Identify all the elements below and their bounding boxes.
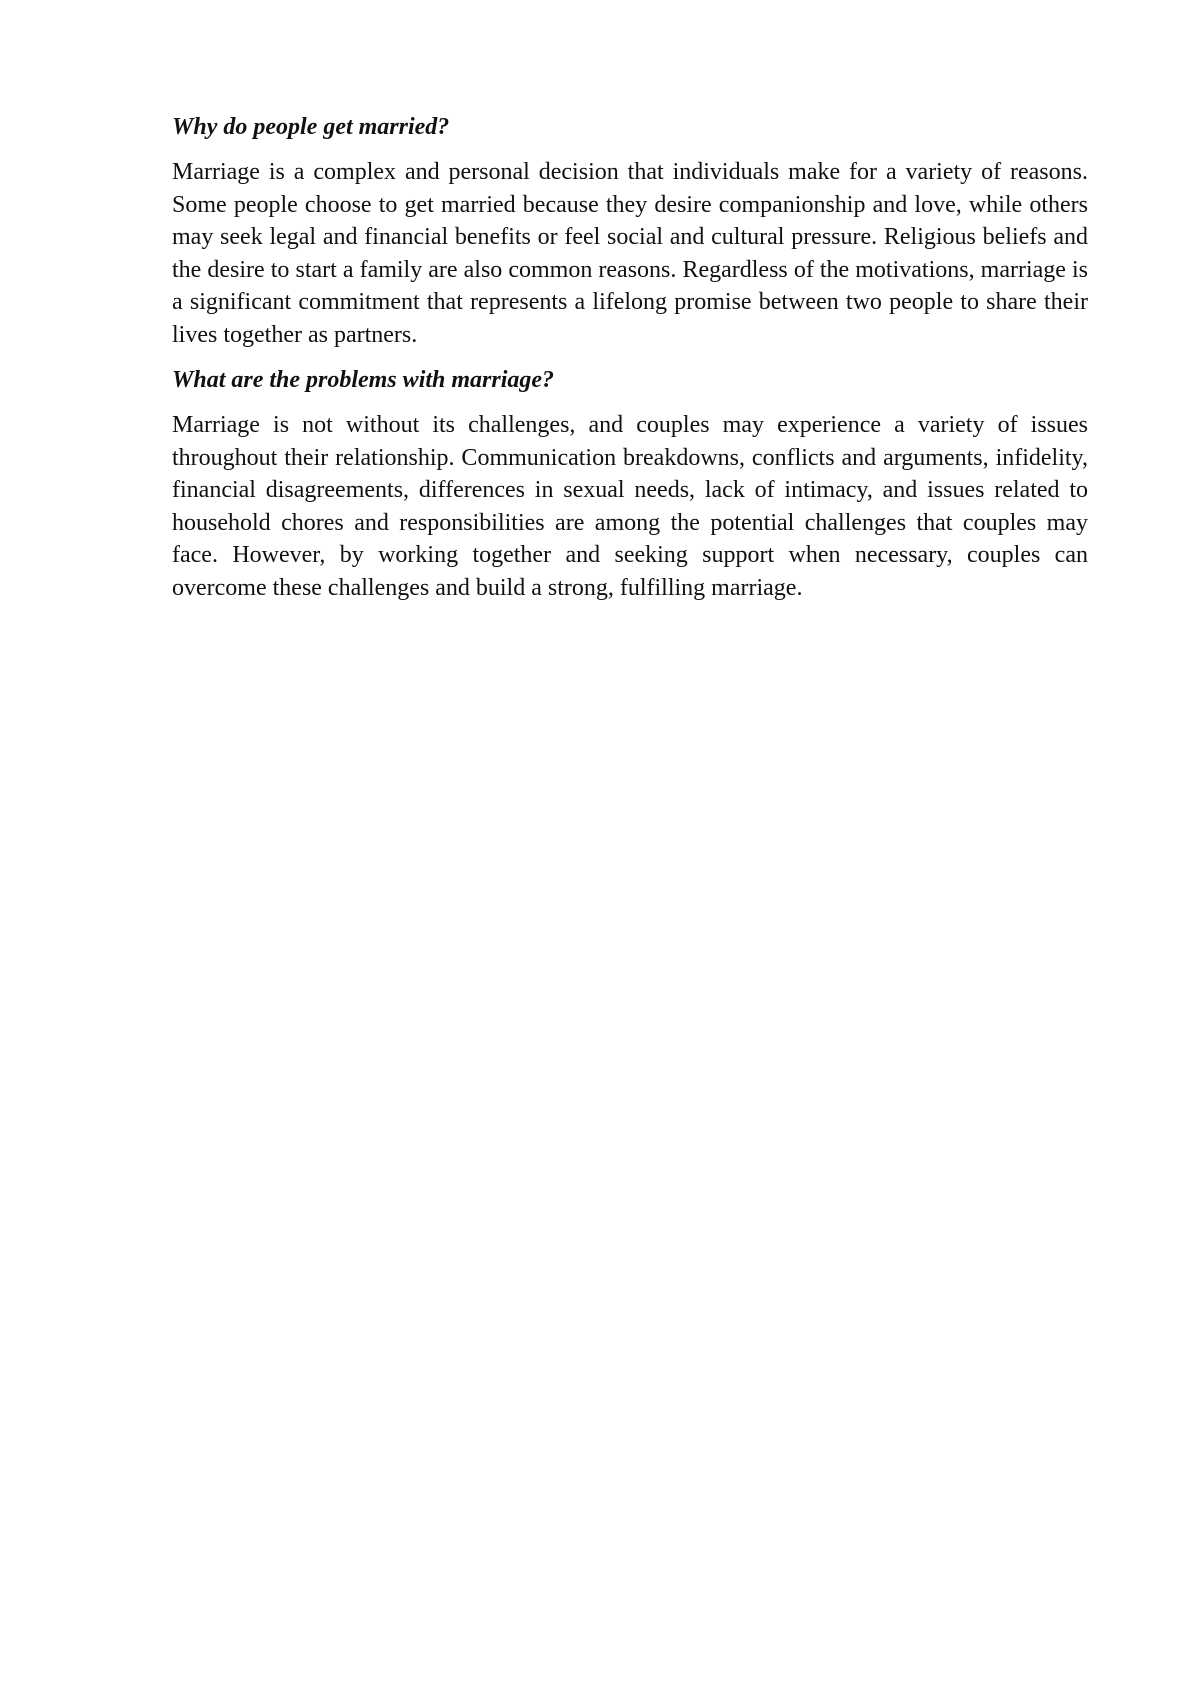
section-why-married: [172, 112, 1088, 351]
section-heading: Why do people get married?: [172, 114, 450, 140]
section-heading: What are the problems with marriage?: [172, 367, 555, 393]
section-paragraph: Marriage is not without its challenges, and couples may experience a variety of issues throughout their relationship. Communication breakdowns, conflicts and arguments, infidelity, financial disagreements, differences in sexual needs, lack of intimacy, and issues related to household chores and responsibilities are among the potential challenges that couples may face. However, by working together and seeking support when necessary, couples can overcome these challenges and build a strong, fulfilling marriage.: [172, 412, 1088, 601]
section-marriage-problems: [172, 365, 1088, 604]
section-paragraph: Marriage is a complex and personal decision that individuals make for a variety of reasons. Some people choose to get married because they desire companionship and love, while others may seek legal and financial benefits or feel social and cultural pressure. Religious beliefs and the desire to start a family are also common reasons. Regardless of the motivations, marriage is a significant commitment that represents a lifelong promise between two people to share their lives together as partners.: [172, 159, 1088, 348]
document-body: [172, 112, 1088, 618]
